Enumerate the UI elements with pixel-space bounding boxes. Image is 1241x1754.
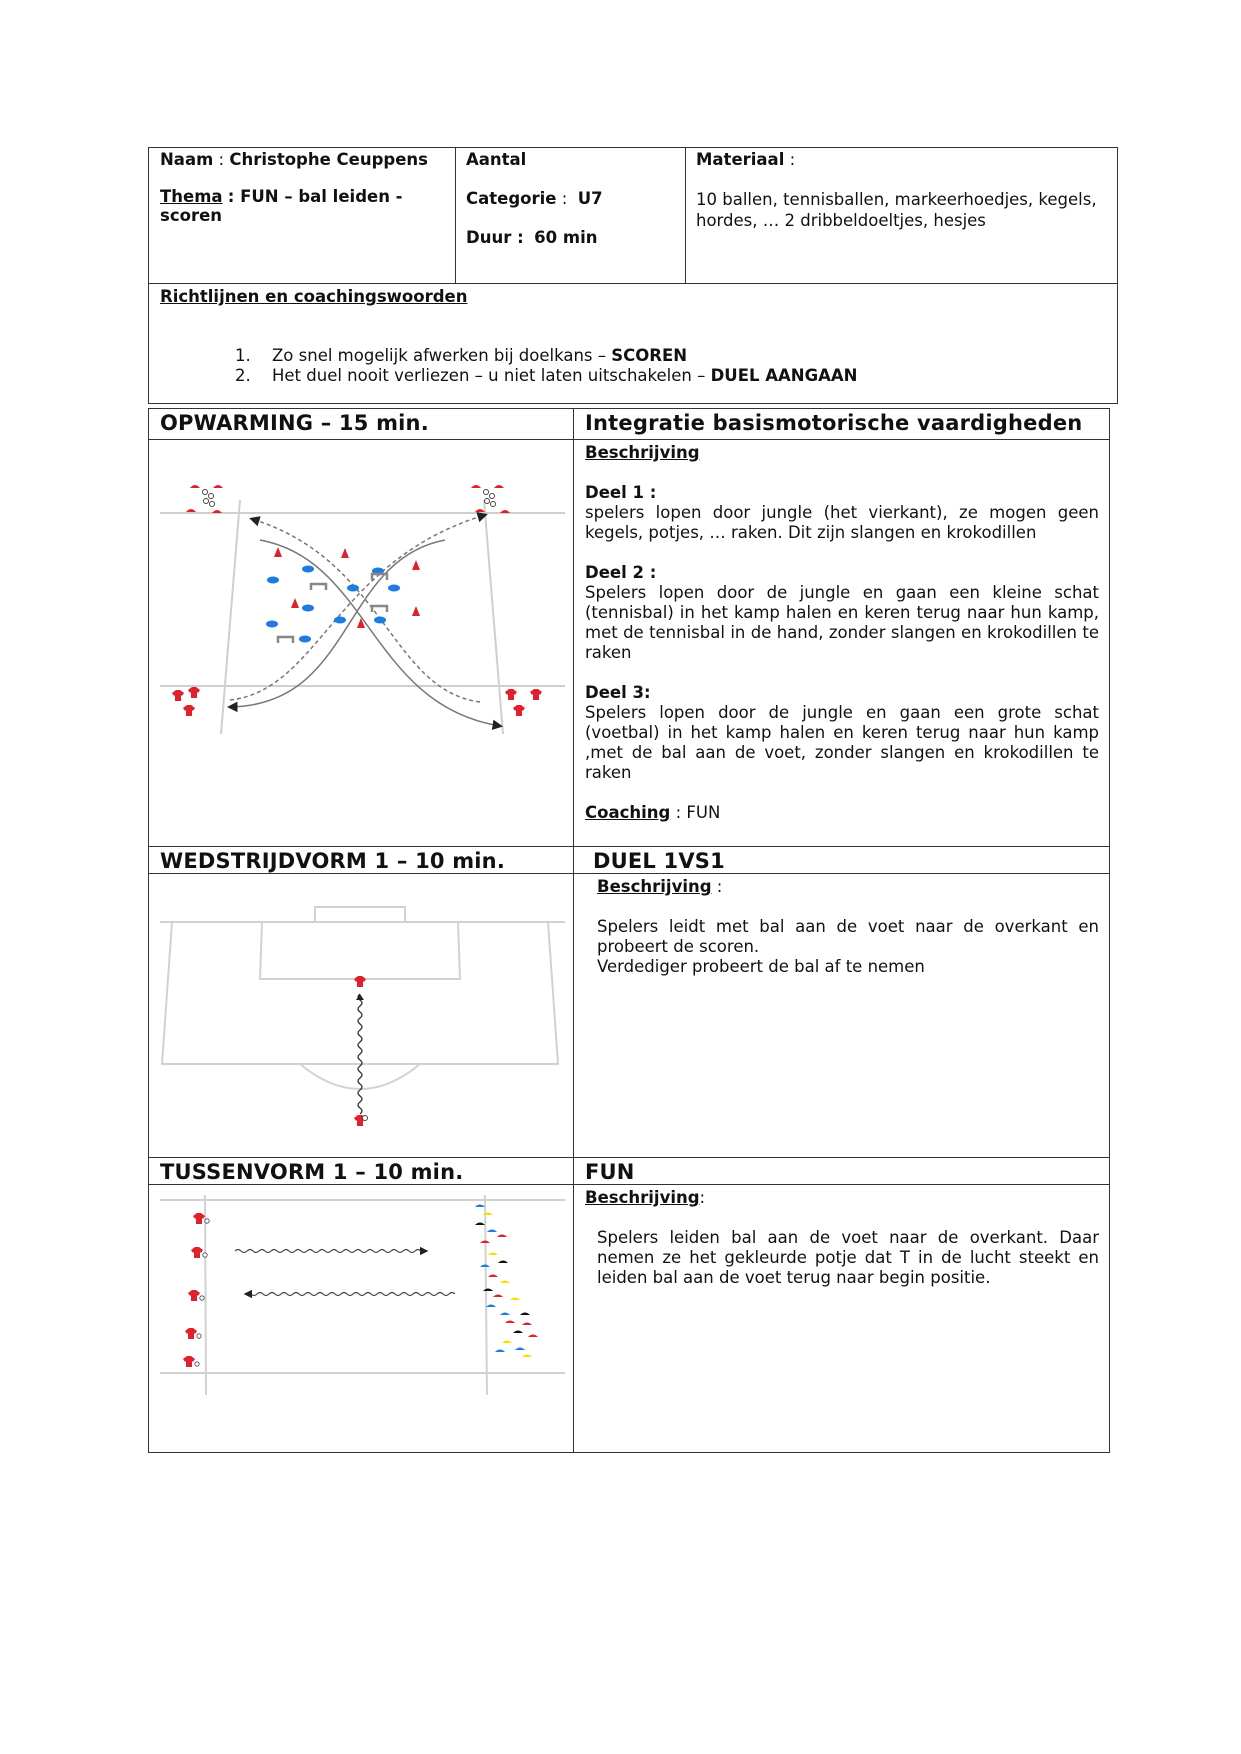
section-2-text-2: Verdediger probeert de bal af te nemen <box>597 957 925 976</box>
dribble-path <box>358 994 362 1114</box>
guideline-item: 2. Het duel nooit verliezen – u niet laten uitschakelen – DUEL AANGAAN <box>235 366 858 385</box>
aantal-cell: Aantal Categorie : U7 Duur : 60 min <box>466 150 676 247</box>
dribble-arrows <box>235 1250 455 1296</box>
balls <box>203 490 496 507</box>
run-paths <box>230 515 500 726</box>
coaching-label: Coaching <box>585 803 671 822</box>
section-2-right-title: DUEL 1VS1 <box>593 849 725 873</box>
section-2-text-1: Spelers leidt met bal aan de voet naar de overkant en probeert de scoren. <box>597 917 1099 956</box>
materiaal-value: 10 ballen, tennisballen, markeerhoedjes, kegels, hordes, … 2 dribbeldoeltjes, hesjes <box>696 190 1097 230</box>
categorie-label: Categorie <box>466 189 557 208</box>
thema-value: : FUN – bal leiden - scoren <box>160 187 403 225</box>
guidelines-title: Richtlijnen en coachingswoorden <box>160 287 468 306</box>
naam-label: Naam <box>160 150 214 169</box>
players <box>183 1213 205 1367</box>
section-3-left-title: TUSSENVORM 1 – 10 min. <box>160 1160 464 1184</box>
section-3-right-title: FUN <box>585 1160 635 1184</box>
players <box>172 687 542 716</box>
duur-value: 60 min <box>534 228 598 247</box>
wedstrijdvorm-diagram <box>150 874 570 1156</box>
tussenvorm-diagram <box>150 1185 570 1451</box>
deel-1-title: Deel 1 : <box>585 483 657 502</box>
cones-red <box>186 485 510 513</box>
field-lines <box>160 500 565 734</box>
deel-3-title: Deel 3: <box>585 683 651 702</box>
deel-2-text: Spelers lopen door de jungle en gaan een kleine schat (tennisbal) in het kamp halen en keren terug naar hun kamp, met de tennisbal in de hand, zonder slangen en krokodillen te raken <box>585 583 1099 662</box>
opwarming-diagram <box>150 440 570 845</box>
naam-cell: Naam : Christophe Ceuppens Thema : FUN – bal leiden - scoren <box>160 150 428 225</box>
section-2-left-title: WEDSTRIJDVORM 1 – 10 min. <box>160 849 506 873</box>
section-1-right-title: Integratie basismotorische vaardigheden <box>585 411 1083 435</box>
categorie-value: U7 <box>577 189 603 208</box>
section-1-left-title: OPWARMING – 15 min. <box>160 411 429 435</box>
materiaal-label: Materiaal <box>696 150 785 169</box>
duur-label: Duur : <box>466 228 524 247</box>
aantal-label: Aantal <box>466 150 527 169</box>
deel-1-text: spelers lopen door jungle (het vierkant), ze mogen geen kegels, potjes, … raken. Dit zijn slangen en krokodillen <box>585 503 1099 542</box>
coaching-value: : FUN <box>675 803 721 822</box>
section-2-description: Beschrijving : Spelers leidt met bal aan de voet naar de overkant en probeert de scoren. Verdediger probeert de bal af te nemen <box>597 877 1099 976</box>
naam-value: Christophe Ceuppens <box>229 150 428 169</box>
cones-blue <box>266 566 400 643</box>
section-3-text-1: Spelers leiden bal aan de voet naar de overkant. Daar nemen ze het gekleurde potje dat T in de lucht steekt en leiden bal aan de voet terug naar begin positie. <box>597 1228 1099 1287</box>
section-1-description <box>585 443 1099 823</box>
hurdles <box>278 574 387 643</box>
beschrijving-label: Beschrijving <box>597 877 712 896</box>
deel-2-title: Deel 2 : <box>585 563 657 582</box>
deel-3-text: Spelers lopen door de jungle en gaan een grote schat (voetbal) in het kamp halen en keren terug naar hun kamp ,met de bal aan de voet, zonder slangen en krokodillen te raken <box>585 703 1099 782</box>
guideline-item: 1. Zo snel mogelijk afwerken bij doelkans – SCOREN <box>235 346 688 365</box>
beschrijving-label: Beschrijving <box>585 1188 700 1207</box>
section-3-description: Beschrijving: Spelers leiden bal aan de voet naar de overkant. Daar nemen ze het gekleurde potje dat T in de lucht steekt en leiden bal aan de voet terug naar begin positie. <box>585 1188 1099 1287</box>
thema-label: Thema <box>160 187 223 206</box>
materiaal-cell: Materiaal : 10 ballen, tennisballen, markeerhoedjes, kegels, hordes, … 2 dribbeldoeltjes, hesjes <box>696 150 1110 231</box>
beschrijving-label: Beschrijving <box>585 443 700 462</box>
guidelines-block <box>160 287 1100 386</box>
